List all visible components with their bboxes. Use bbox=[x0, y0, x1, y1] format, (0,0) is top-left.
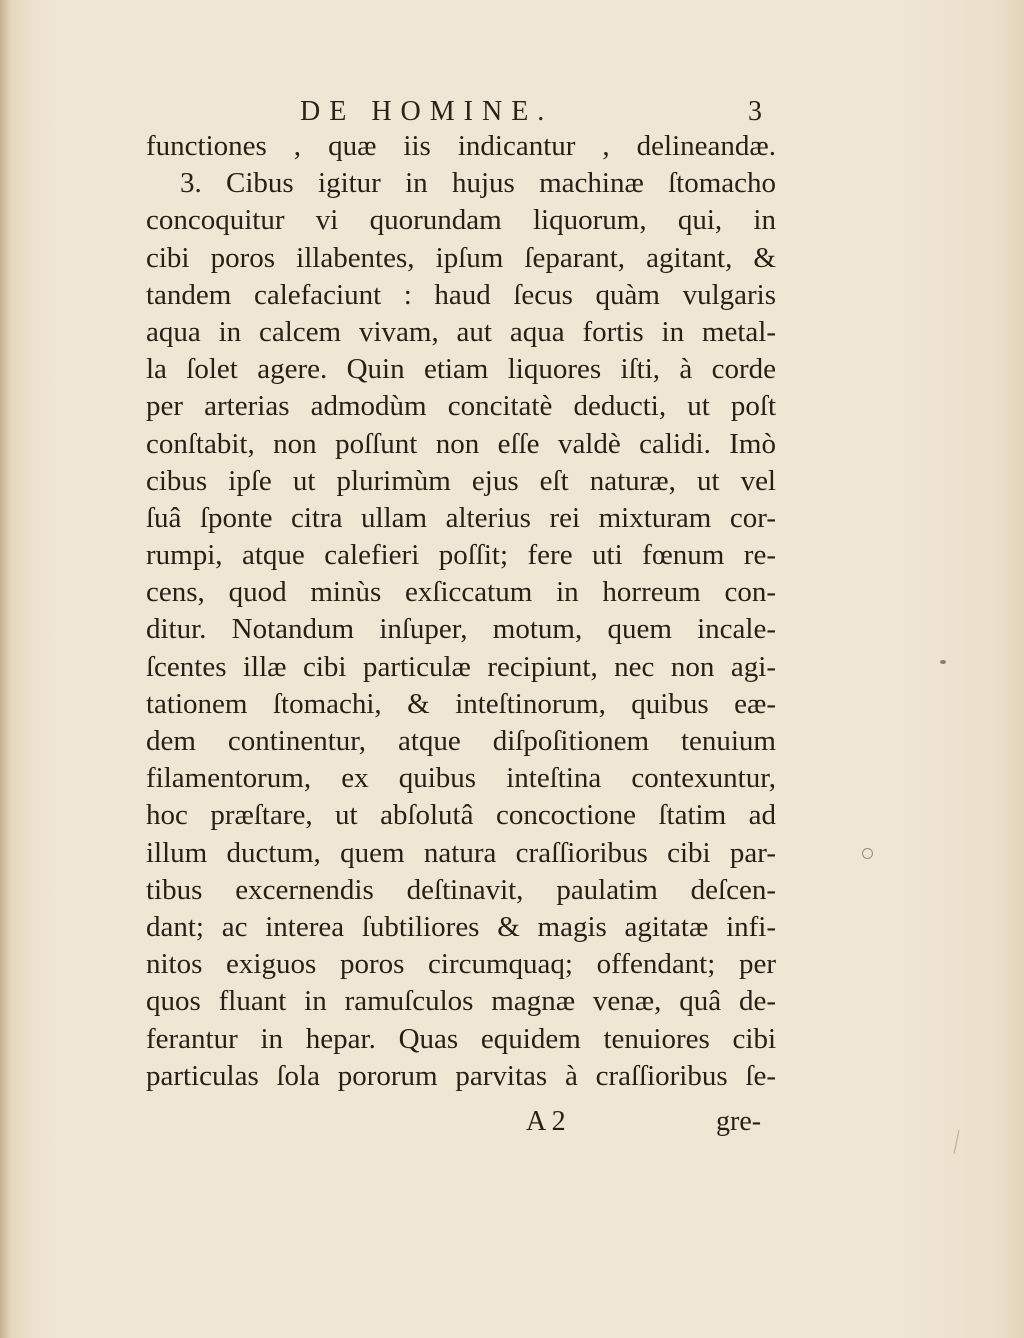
text-line: functiones , quæ iis indicantur , delineandæ. bbox=[146, 130, 776, 162]
text-line: illum ductum, quem natura craſſioribus cibi par- bbox=[146, 836, 776, 869]
text-line: filamentorum, ex quibus inteſtina contexuntur, bbox=[146, 762, 776, 795]
text-line: tibus excernendis deſtinavit, paulatim deſcen- bbox=[146, 873, 776, 906]
text-line: quos fluant in ramuſculos magnæ venæ, quâ de- bbox=[146, 985, 776, 1018]
paper-speck bbox=[940, 660, 946, 664]
text-line: dant; ac interea ſubtiliores & magis agitatæ infi- bbox=[146, 910, 776, 943]
text-line: aqua in calcem vivam, aut aqua fortis in metal- bbox=[146, 315, 776, 348]
text-line: conſtabit, non poſſunt non eſſe valdè calidi. Imò bbox=[146, 427, 776, 460]
text-line: ſuâ ſponte citra ullam alterius rei mixturam cor- bbox=[146, 501, 776, 534]
text-line: cibus ipſe ut plurimùm ejus eſt naturæ, ut vel bbox=[146, 464, 776, 497]
running-head: DE HOMINE. bbox=[300, 96, 554, 127]
body-text bbox=[146, 128, 776, 1095]
text-line: ſcentes illæ cibi particulæ recipiunt, nec non agi- bbox=[146, 650, 776, 683]
paper-speck bbox=[862, 848, 873, 859]
text-line: concoquitur vi quorundam liquorum, qui, in bbox=[146, 204, 776, 237]
text-line: particulas ſola pororum parvitas à craſſioribus ſe- bbox=[146, 1059, 776, 1092]
text-line: la ſolet agere. Quin etiam liquores iſti, à corde bbox=[146, 353, 776, 386]
signature-mark: A 2 bbox=[526, 1106, 566, 1137]
text-line: cibi poros illabentes, ipſum ſeparant, agitant, & bbox=[146, 241, 776, 274]
catchword: gre- bbox=[716, 1106, 762, 1137]
text-line: 3. Cibus igitur in hujus machinæ ſtomacho bbox=[180, 167, 776, 200]
text-line: hoc præſtare, ut abſolutâ concoctione ſtatim ad bbox=[146, 799, 776, 832]
page-header bbox=[0, 0, 1024, 140]
page-number: 3 bbox=[748, 96, 762, 127]
text-line: tandem calefaciunt : haud ſecus quàm vulgaris bbox=[146, 278, 776, 311]
page-footer bbox=[0, 1100, 1024, 1150]
text-line: ferantur in hepar. Quas equidem tenuiores cibi bbox=[146, 1022, 776, 1055]
text-line: rumpi, atque calefieri poſſit; fere uti fœnum re- bbox=[146, 539, 776, 572]
text-line: per arterias admodùm concitatè deducti, ut poſt bbox=[146, 390, 776, 423]
text-line: dem continentur, atque diſpoſitionem tenuium bbox=[146, 725, 776, 757]
text-line: cens, quod minùs exſiccatum in horreum con- bbox=[146, 576, 776, 609]
text-line: tationem ſtomachi, & inteſtinorum, quibus eæ- bbox=[146, 687, 776, 720]
text-line: nitos exiguos poros circumquaq; offendant; per bbox=[146, 948, 776, 981]
text-line: ditur. Notandum inſuper, motum, quem incale- bbox=[146, 613, 776, 646]
